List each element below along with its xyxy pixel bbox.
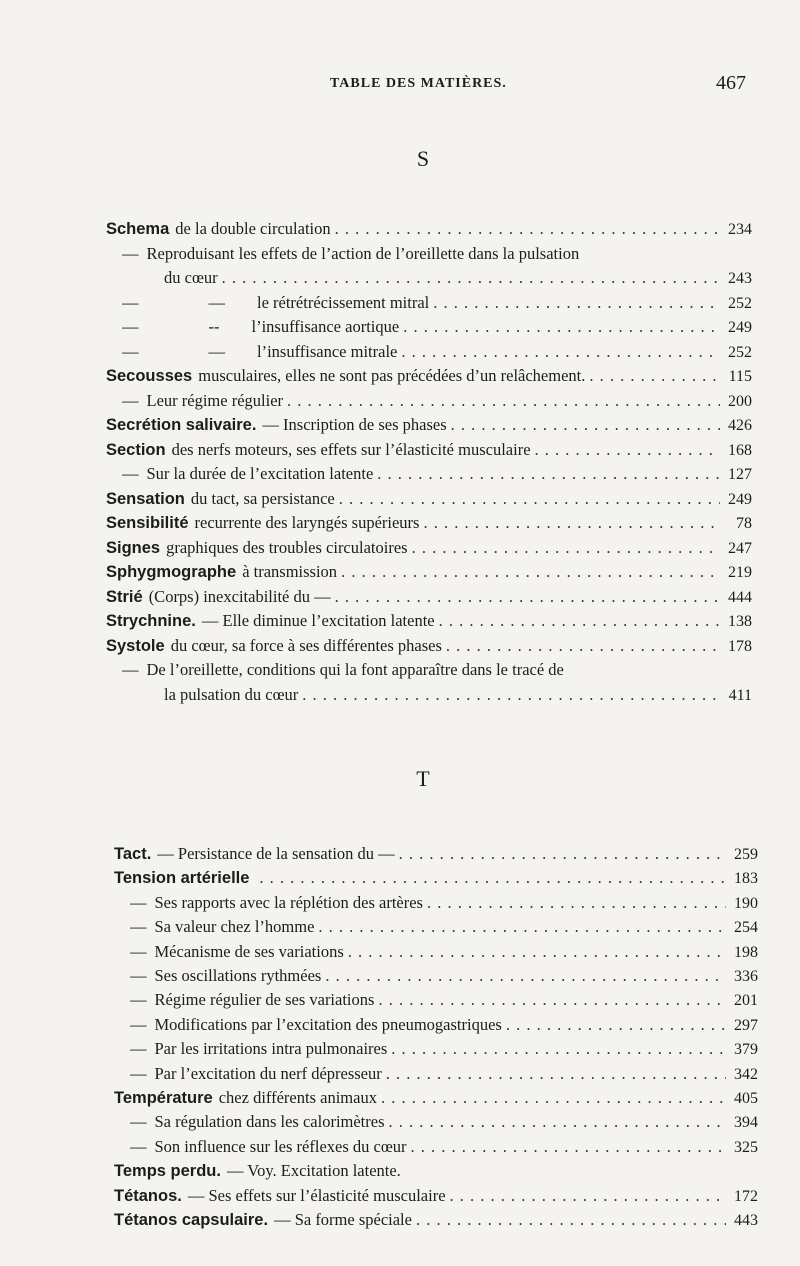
entry-text: De l’oreillette, conditions qui la font apparaître dans le tracé de [146,660,564,679]
dot-leader [325,965,726,987]
dot-leader [401,341,720,363]
dot-leader [377,463,720,485]
entry-text: graphiques des troubles circulatoires [166,537,408,557]
index-entry [122,659,752,681]
entry-heading: Sensation [106,489,185,508]
entry-page-number: 234 [728,221,752,238]
ditto-dash: — [130,1112,147,1132]
entry-text: — Elle diminue l’excitation latente [201,611,435,630]
entry-page-number: 252 [728,343,752,361]
index-entry [106,218,752,241]
entry-page-number: 405 [734,1090,758,1107]
entry-page-number: 219 [728,564,752,581]
index-entry [122,316,752,339]
dot-leader [416,1209,726,1231]
entry-text: Par l’excitation du nerf dépresseur [154,1063,382,1083]
index-entry [122,390,752,413]
ditto-dash: — [130,990,147,1010]
index-entry [130,1111,758,1134]
dot-leader [391,1038,726,1060]
ditto-dash: — [130,941,147,961]
dot-leader [222,267,720,289]
dot-leader [589,365,720,387]
entry-text: musculaires, elles ne sont pas précédées d’un relâchement. [198,366,586,385]
ditto-dash: — [130,1063,147,1083]
entry-page-number: 247 [728,539,752,557]
entry-text: de la double circulation [175,219,331,238]
dot-leader [389,1111,726,1133]
page-header [0,72,800,100]
index-entry [122,243,752,265]
entry-heading: Section [106,440,166,459]
dot-leader [403,316,720,338]
index-entry [106,586,752,609]
entry-text: l’insuffisance mitrale [257,341,398,361]
index-entry [114,867,758,890]
entry-text: du cœur [164,268,218,287]
index-entry [130,989,758,1012]
dot-leader [446,635,720,657]
dot-leader [302,684,720,706]
index-entry [164,267,752,290]
index-entry [106,610,752,633]
entry-text: des nerfs moteurs, ses effets sur l’élasticité musculaire [171,439,531,459]
entry-text: — Persistance de la sensation du — [157,844,395,863]
ditto-dash: — [130,966,147,985]
entry-text: Ses rapports avec la réplétion des artères [154,892,423,912]
index-entry [106,439,752,462]
entry-page-number: 297 [734,1016,758,1034]
entry-page-number: 178 [728,637,752,655]
entry-page-number: 444 [728,588,752,606]
index-entry [130,1038,758,1061]
entry-page-number: 78 [736,515,752,532]
entry-heading: Tétanos. [114,1186,182,1205]
entry-heading: Systole [106,636,165,655]
entry-heading: Tact. [114,845,152,863]
entry-heading: Tension artérielle [114,869,250,888]
index-entry [122,341,752,364]
index-entry [122,292,752,315]
entry-heading: Signes [106,538,161,557]
section-letter-t: T [416,766,430,791]
entry-text: Son influence sur les réflexes du cœur [154,1136,407,1156]
entry-text: Mécanisme de ses variations [154,941,344,961]
entry-page-number: 254 [734,919,758,937]
index-entry [164,684,752,707]
entry-text: — Sa forme spéciale [274,1210,412,1229]
dot-leader [433,292,720,314]
entry-heading: Temps perdu. [114,1162,221,1181]
entry-page-number: 115 [728,368,752,385]
index-entry [106,488,752,511]
entry-text: — Voy. Excitation latente. [226,1161,401,1181]
ditto-dash: — [130,1014,147,1034]
ditto-dash: — [130,1039,147,1059]
dot-leader [439,610,720,632]
entry-heading: Température [114,1089,213,1107]
dot-leader [259,867,726,889]
dot-leader [427,892,726,914]
entry-text: Sa valeur chez l’homme [154,917,315,937]
index-entry [106,365,752,388]
entry-page-number: 201 [734,992,758,1010]
dot-leader [318,916,726,938]
dot-leader [450,1185,726,1207]
entry-page-number: 252 [728,294,752,312]
entry-text: Leur régime régulier [146,390,284,410]
ditto-dash: — [122,390,139,410]
entry-page-number: 249 [728,319,752,336]
entry-text: Sur la durée de l’excitation latente [146,464,374,483]
dot-leader [378,989,726,1011]
entry-text: la pulsation du cœur [164,684,299,704]
entry-text: Ses oscillations rythmées [154,966,322,985]
entry-text: le rétrétrécissement mitral [257,292,430,312]
entry-page-number: 172 [734,1187,758,1205]
ditto-dash: — [130,1136,147,1156]
section-letter-s: S [416,146,430,171]
entry-heading: Strychnine. [106,612,196,630]
index-entry [130,965,758,988]
ditto-dash: — [122,317,139,336]
entry-text: l’insuffisance aortique [251,317,400,336]
dot-leader [535,439,720,461]
dot-leader [381,1087,726,1109]
index-entry [130,916,758,939]
entry-text: Sa régulation dans les calorimètres [154,1112,385,1132]
index-entry [106,414,752,437]
entry-text: chez différents animaux [218,1088,377,1107]
ditto-dash: -- [208,317,220,336]
index-entry [114,1185,758,1208]
dot-leader [339,488,720,510]
ditto-dash: — [122,243,139,263]
dot-leader [386,1063,726,1085]
entry-text: à transmission [242,562,338,581]
entry-text: du tact, sa persistance [190,488,335,508]
entry-heading: Tétanos capsulaire. [114,1211,269,1229]
ditto-dash: — [130,892,147,912]
dot-leader [412,537,720,559]
dot-leader [341,561,720,583]
entry-text: Reproduisant les effets de l’action de l’oreillette dans la pulsation [146,243,580,263]
ditto-dash: — [122,660,139,679]
index-entry [130,1014,758,1037]
entry-heading: Strié [106,587,143,606]
entry-text: Régime régulier de ses variations [154,990,375,1010]
entry-page-number: 249 [728,490,752,508]
dot-leader [506,1014,726,1036]
entry-page-number: 379 [734,1041,758,1059]
index-entry [130,1063,758,1086]
ditto-dash: — [208,341,225,361]
entry-page-number: 138 [728,613,752,630]
entry-heading: Sphygmographe [106,563,237,581]
entry-page-number: 200 [728,392,752,410]
entry-text: recurrente des laryngés supérieurs [194,513,420,532]
entry-page-number: 127 [728,466,752,483]
ditto-dash: — [130,917,147,937]
entry-heading: Secrétion salivaire. [106,416,257,434]
dot-leader [423,512,720,534]
dot-leader [335,586,720,608]
ditto-dash: — [208,292,225,312]
ditto-dash: — [122,292,139,312]
entry-heading: Schema [106,220,170,238]
entry-page-number: 394 [734,1114,758,1132]
entry-page-number: 325 [734,1138,758,1156]
entry-text: — Inscription de ses phases [262,415,447,434]
dot-leader [287,390,720,412]
dot-leader [451,414,720,436]
index-entry [114,1160,758,1182]
index-entry [130,892,758,915]
entry-text: (Corps) inexcitabilité du — [148,586,331,606]
running-title: TABLE DES MATIÈRES. [330,76,507,91]
index-entry [114,1209,758,1232]
index-entry [130,1136,758,1159]
index-entry [130,941,758,964]
entry-page-number: 443 [734,1212,758,1229]
entry-text: du cœur, sa force à ses différentes phases [170,635,442,655]
entry-page-number: 190 [734,894,758,912]
dot-leader [399,843,726,865]
entry-page-number: 411 [728,686,752,704]
index-entry [106,635,752,658]
entry-heading: Sensibilité [106,514,189,532]
entry-page-number: 426 [728,417,752,434]
index-entry [114,1087,758,1110]
ditto-dash: — [122,464,139,483]
entry-page-number: 259 [734,846,758,863]
entry-heading: Secousses [106,367,193,385]
entry-page-number: 243 [728,270,752,287]
entry-text: Par les irritations intra pulmonaires [154,1039,388,1059]
entry-text: Modifications par l’excitation des pneumogastriques [154,1014,502,1034]
dot-leader [335,218,720,240]
entry-page-number: 198 [734,943,758,961]
index-entry [106,537,752,560]
entry-page-number: 183 [734,870,758,888]
page-number: 467 [716,72,746,94]
index-entry [122,463,752,486]
dot-leader [348,941,726,963]
entry-page-number: 168 [728,441,752,459]
index-entry [106,512,752,535]
entry-page-number: 342 [734,1065,758,1083]
entry-text: — Ses effets sur l’élasticité musculaire [187,1185,446,1205]
ditto-dash: — [122,341,139,361]
index-entry [114,843,758,866]
dot-leader [411,1136,726,1158]
index-entry [106,561,752,584]
entry-page-number: 336 [734,968,758,985]
